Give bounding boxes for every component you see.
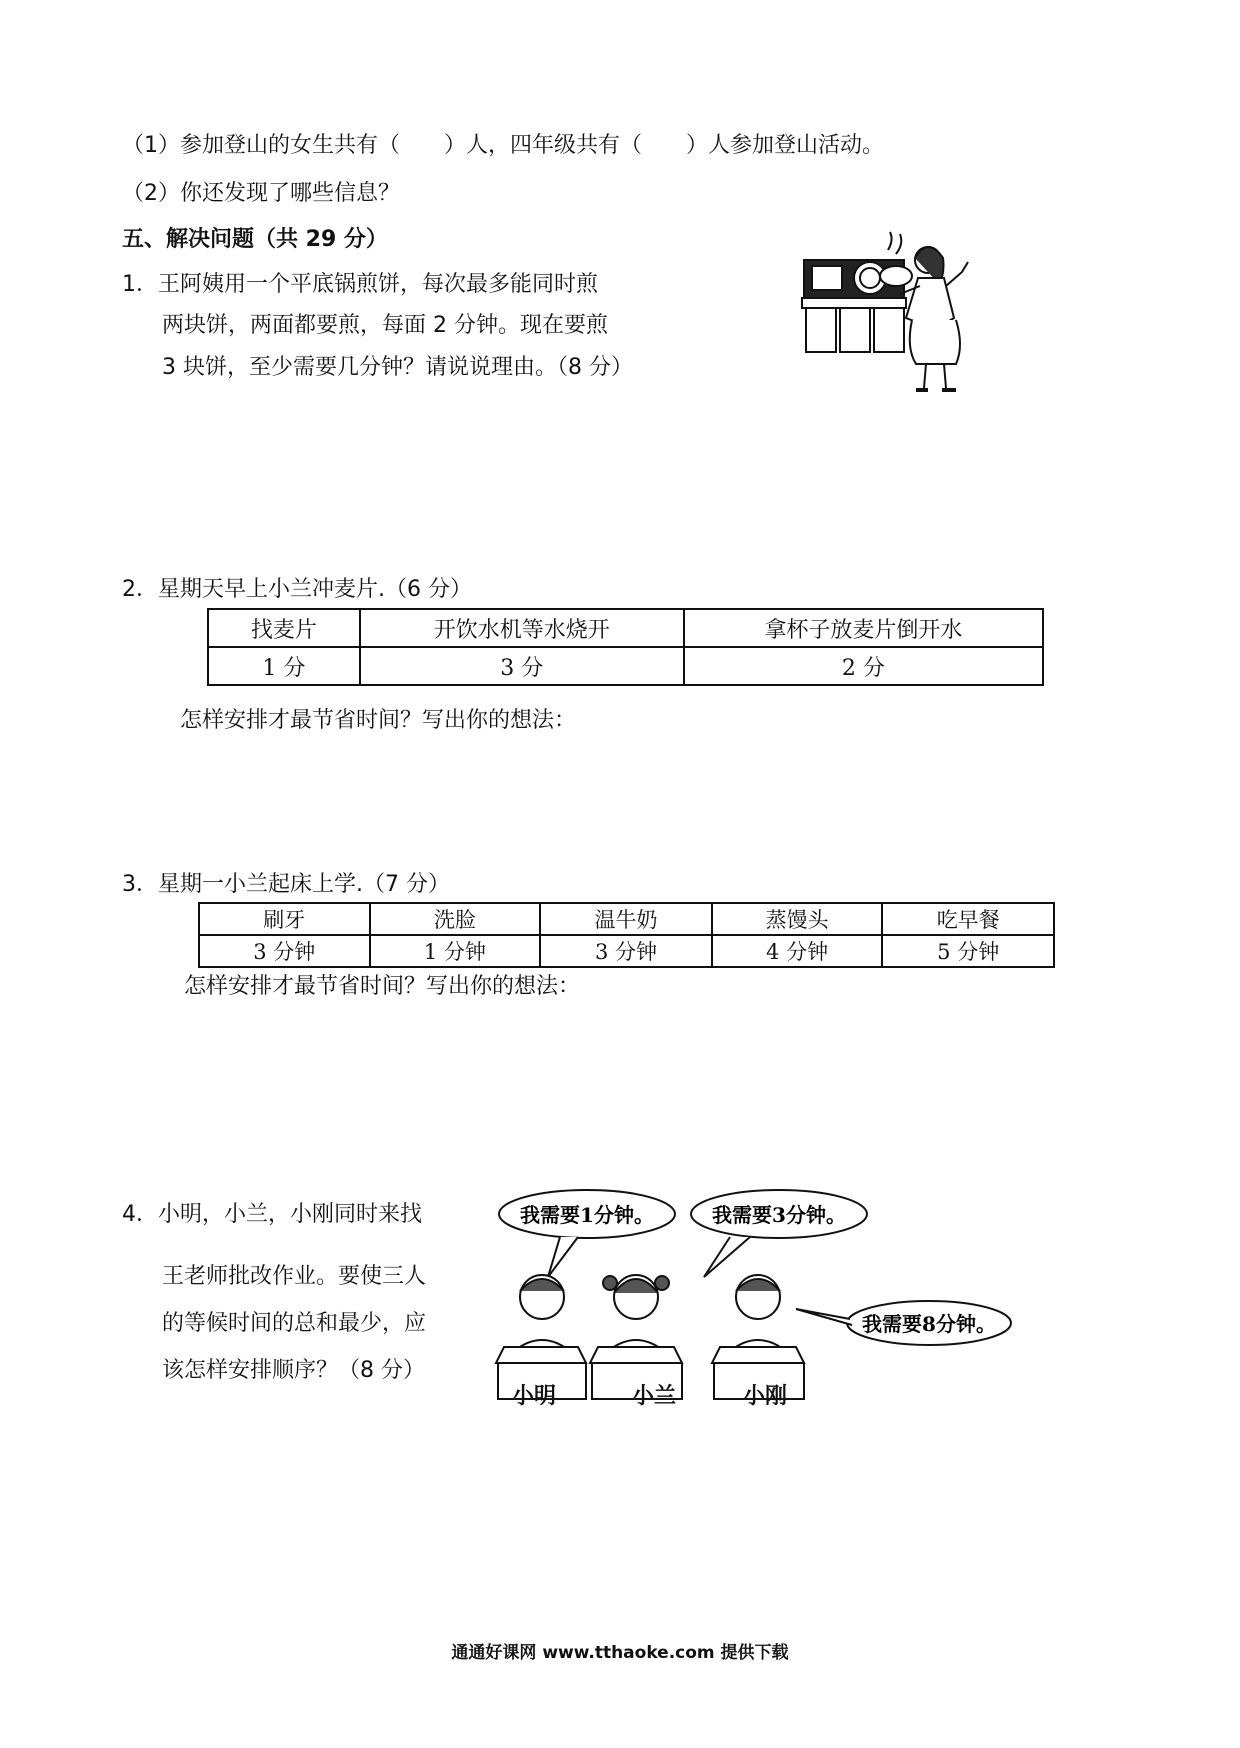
problem-4-line-2: 王老师批改作业。要使三人 — [162, 1264, 427, 1289]
student-name-xiaoming: 小明 — [512, 1383, 557, 1409]
table-cell: 3 分钟 — [540, 935, 712, 967]
table-header-cell: 洗脸 — [370, 903, 541, 935]
table-row — [208, 609, 1043, 647]
table-row — [208, 647, 1043, 685]
bubble-text-3: 我需要8分钟。 — [862, 1312, 996, 1336]
page-footer: 通通好课网 www.tthaoke.com 提供下载 — [451, 1643, 789, 1663]
problem-1-line-3: 3 块饼，至少需要几分钟？请说说理由。（8 分） — [162, 355, 633, 380]
table-row — [199, 935, 1054, 967]
question-4-2: （2）你还发现了哪些信息？ — [122, 181, 400, 206]
table-header-cell: 开饮水机等水烧开 — [360, 609, 684, 647]
problem-3-title: 3．星期一小兰起床上学.（7 分） — [122, 872, 450, 897]
table-header-cell: 温牛奶 — [540, 903, 712, 935]
table-cell: 1 分 — [208, 647, 360, 685]
table-cell: 4 分钟 — [712, 935, 883, 967]
table-cell: 2 分 — [684, 647, 1043, 685]
table-header-cell: 吃早餐 — [882, 903, 1054, 935]
student-name-xiaolan: 小兰 — [632, 1383, 677, 1409]
table-cell: 3 分钟 — [199, 935, 370, 967]
table-cell: 3 分 — [360, 647, 684, 685]
bubble-text-2: 我需要3分钟。 — [712, 1203, 846, 1227]
problem-3-prompt: 怎样安排才最节省时间？写出你的想法： — [184, 974, 581, 999]
problem-1-line-2: 两块饼，两面都要煎，每面 2 分钟。现在要煎 — [162, 313, 608, 338]
problem-4-line-1: 4．小明，小兰，小刚同时来找 — [122, 1202, 422, 1227]
question-4-1: （1）参加登山的女生共有（ ）人，四年级共有（ ）人参加登山活动。 — [122, 133, 884, 158]
table-header-cell: 刷牙 — [199, 903, 370, 935]
table-cell: 1 分钟 — [370, 935, 541, 967]
bubble-text-1: 我需要1分钟。 — [520, 1203, 654, 1227]
table-row — [199, 903, 1054, 935]
problem-4-line-4: 该怎样安排顺序？（8 分） — [162, 1358, 425, 1383]
problem-2-table — [207, 608, 1044, 686]
table-header-cell: 拿杯子放麦片倒开水 — [684, 609, 1043, 647]
problem-4-line-3: 的等候时间的总和最少，应 — [162, 1311, 427, 1336]
section-5-heading: 五、解决问题（共 29 分） — [122, 227, 388, 252]
problem-2-title: 2．星期天早上小兰冲麦片.（6 分） — [122, 577, 472, 602]
table-header-cell: 蒸馒头 — [712, 903, 883, 935]
table-cell: 5 分钟 — [882, 935, 1054, 967]
problem-2-prompt: 怎样安排才最节省时间？写出你的想法： — [180, 708, 577, 733]
problem-1-line-1: 1．王阿姨用一个平底锅煎饼，每次最多能同时煎 — [122, 272, 598, 297]
table-header-cell: 找麦片 — [208, 609, 360, 647]
cooking-woman-illustration — [800, 230, 980, 400]
problem-3-table — [198, 902, 1055, 968]
student-name-xiaogang: 小刚 — [743, 1383, 788, 1409]
